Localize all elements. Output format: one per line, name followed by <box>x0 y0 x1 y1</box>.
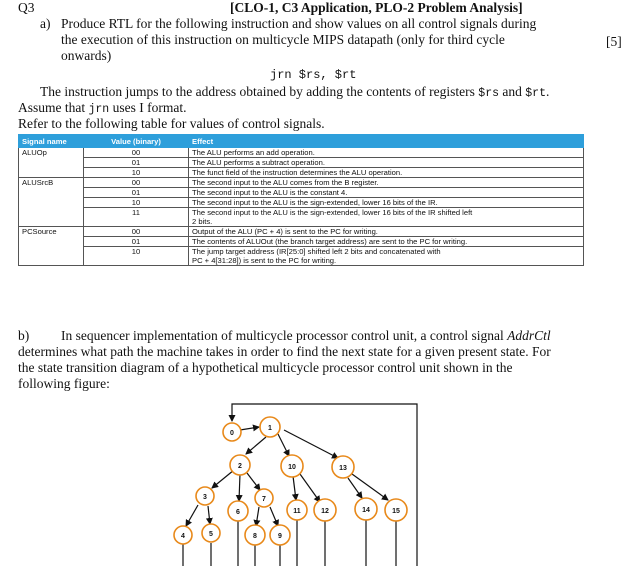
part-a-line3: onwards) <box>61 48 112 63</box>
part-b-line4: following figure: <box>18 376 110 391</box>
state-node-2 <box>230 455 250 475</box>
effect-cell: Output of the ALU (PC + 4) is sent to the PC for writing. <box>189 227 584 237</box>
addrctl-signal: AddrCtl <box>507 328 551 343</box>
effect-cell: The second input to the ALU is the constant 4. <box>189 188 584 198</box>
edge-0-1 <box>240 427 259 430</box>
question-number: Q3 <box>18 0 35 15</box>
edge-10-12 <box>300 474 320 502</box>
state-label-10: 10 <box>288 464 296 471</box>
state-node-5 <box>202 524 220 542</box>
part-b-label: b) <box>18 328 30 343</box>
state-label-9: 9 <box>278 533 282 540</box>
refer-line: Refer to the following table for values of control signals. <box>18 116 325 131</box>
effect-cell: The contents of ALUOut (the branch target address) are sent to the PC for writing. <box>189 237 584 247</box>
state-node-1 <box>260 417 280 437</box>
state-label-12: 12 <box>321 508 329 515</box>
part-a-line2: the execution of this instruction on multicycle MIPS datapath (only for third cycle <box>61 32 505 47</box>
state-node-6 <box>228 501 248 521</box>
effect-cell: The second input to the ALU is the sign-extended, lower 16 bits of the IR. <box>189 198 584 208</box>
state-label-1: 1 <box>268 425 272 432</box>
edge-7-8 <box>256 507 259 526</box>
effect-cell: The funct field of the instruction determines the ALU operation. <box>189 168 584 178</box>
marks: [5] <box>606 34 622 49</box>
state-node-4 <box>174 526 192 544</box>
desc-prefix: The instruction jumps to the address obtained by adding the contents of registers <box>40 84 479 99</box>
effect-cell: The ALU performs a subtract operation. <box>189 158 584 168</box>
state-label-15: 15 <box>392 508 400 515</box>
edge-3-5 <box>208 506 210 524</box>
effect-line-2: PC + 4[31:28]) is sent to the PC for writing. <box>192 256 337 265</box>
effect-cell: The ALU performs an add operation. <box>189 148 584 158</box>
assume-prefix: Assume that <box>18 100 89 115</box>
edge-1-10 <box>278 434 289 456</box>
desc-and: and <box>499 84 526 99</box>
state-node-11 <box>287 500 307 520</box>
effect-cell: The second input to the ALU comes from the B register. <box>189 178 584 188</box>
value-cell: 01 <box>84 237 189 247</box>
part-b-line3: the state transition diagram of a hypothetical multicycle processor control unit shown in the <box>18 360 513 375</box>
edge-7-9 <box>270 507 278 526</box>
state-node-12 <box>314 499 336 521</box>
value-cell: 10 <box>84 247 189 266</box>
state-label-7: 7 <box>262 496 266 503</box>
edge-2-7 <box>247 473 260 490</box>
value-cell: 00 <box>84 227 189 237</box>
edge-2-6 <box>239 474 240 501</box>
state-label-2: 2 <box>238 463 242 470</box>
assume-code: jrn <box>88 103 110 116</box>
state-node-10 <box>281 455 303 477</box>
state-label-11: 11 <box>293 508 301 515</box>
header-signal-name: Signal name <box>19 135 84 148</box>
instruction: jrn $rs, $rt <box>270 68 357 82</box>
state-node-13 <box>332 456 354 478</box>
reg-rt: $rt <box>525 87 546 100</box>
reg-rs: $rs <box>478 87 500 100</box>
state-label-0: 0 <box>230 430 234 437</box>
state-node-9 <box>270 525 290 545</box>
value-cell: 00 <box>84 178 189 188</box>
clo-line: [CLO-1, C3 Application, PLO-2 Problem Analysis] <box>230 0 523 15</box>
edge-2-3 <box>212 470 234 488</box>
part-b-line2: determines what path the machine takes in order to find the next state for a given present state. For <box>18 344 551 359</box>
edge-10-11 <box>293 476 296 500</box>
part-a-line1: Produce RTL for the following instruction and show values on all control signals during <box>61 16 537 31</box>
state-node-0 <box>223 423 241 441</box>
state-label-8: 8 <box>253 533 257 540</box>
edge-13-15 <box>352 474 388 500</box>
state-label-13: 13 <box>339 465 347 472</box>
value-cell: 00 <box>84 148 189 158</box>
desc-end: . <box>545 84 550 99</box>
effect-line-2: 2 bits. <box>192 217 213 226</box>
state-node-15 <box>385 499 407 521</box>
value-cell: 10 <box>84 168 189 178</box>
edge-3-4 <box>186 505 198 526</box>
state-label-14: 14 <box>362 507 370 514</box>
state-label-5: 5 <box>209 531 213 538</box>
value-cell: 11 <box>84 208 189 227</box>
assume-suffix: uses I format. <box>109 100 187 115</box>
signal-cell: ALUSrcB <box>19 178 84 227</box>
state-label-3: 3 <box>203 494 207 501</box>
state-node-8 <box>245 525 265 545</box>
value-cell: 01 <box>84 158 189 168</box>
edge-13-14 <box>348 478 362 498</box>
value-cell: 01 <box>84 188 189 198</box>
header-effect: Effect <box>189 135 584 148</box>
edge-1-13 <box>284 430 338 458</box>
part-b-line1-text: In sequencer implementation of multicycle processor control unit, a control signal <box>61 328 508 343</box>
edge-1-2 <box>246 437 266 454</box>
state-node-7 <box>255 489 273 507</box>
state-label-6: 6 <box>236 509 240 516</box>
state-node-14 <box>355 498 377 520</box>
signal-cell: ALUOp <box>19 148 84 178</box>
header-value: Value (binary) <box>84 135 189 148</box>
signal-cell: PCSource <box>19 227 84 266</box>
state-node-3 <box>196 487 214 505</box>
part-a-label: a) <box>40 16 51 31</box>
state-label-4: 4 <box>181 533 185 540</box>
effect-line: The jump target address (IR[25:0] shifted left 2 bits and concatenated with <box>192 247 441 256</box>
effect-line: The second input to the ALU is the sign-extended, lower 16 bits of the IR shifted left <box>192 208 473 217</box>
value-cell: 10 <box>84 198 189 208</box>
